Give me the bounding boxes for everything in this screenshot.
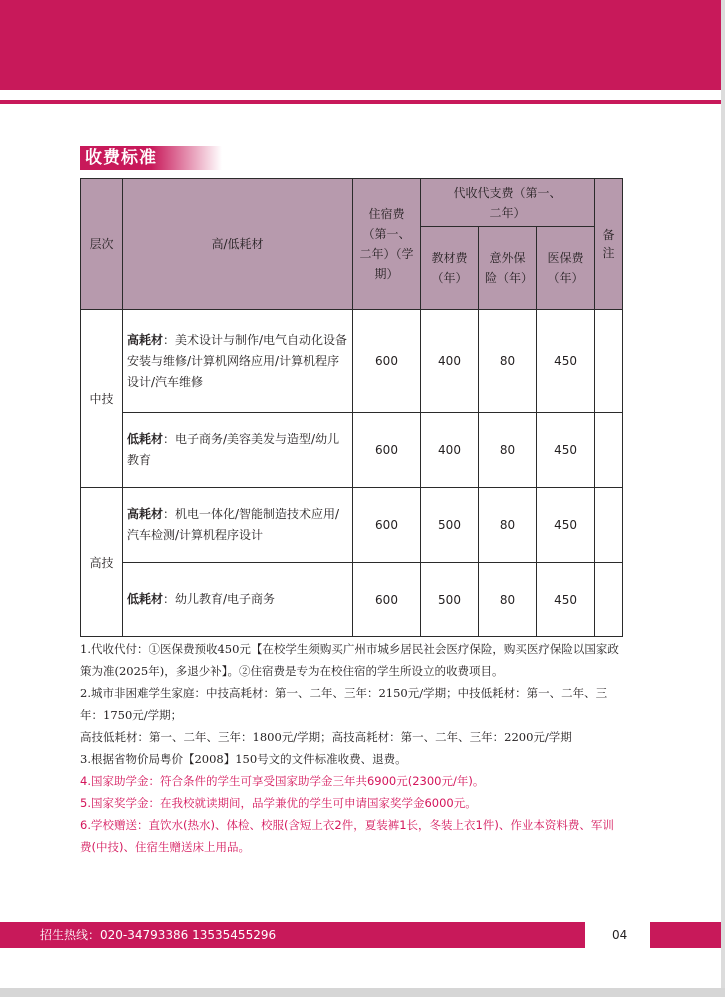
medical-cell: 450 xyxy=(537,413,595,488)
accommodation-cell: 600 xyxy=(353,310,421,413)
table-row xyxy=(81,310,623,413)
bottom-strip xyxy=(0,988,725,997)
note-item: 6.学校赠送：直饮水(热水)、体检、校服(含短上衣2件，夏装裤1长，冬装上衣1件)、作业本资料费、军训费(中技)、住宿生赠送床上用品。 xyxy=(80,818,614,854)
insurance-cell: 80 xyxy=(479,310,537,413)
table-row xyxy=(81,563,623,637)
accommodation-cell: 600 xyxy=(353,563,421,637)
medical-cell: 450 xyxy=(537,488,595,563)
page-number: 04 xyxy=(612,928,628,942)
insurance-cell: 80 xyxy=(479,563,537,637)
table-row xyxy=(81,488,623,563)
consumption-tag: 低耗材 xyxy=(127,432,164,446)
notes xyxy=(80,638,625,858)
header-category: 高/低耗材 xyxy=(123,179,353,310)
level-cell: 中技 xyxy=(81,310,123,488)
header-accommodation: 住宿费（第一、二年）（学期） xyxy=(353,179,421,310)
header-remark: 备注 xyxy=(595,179,623,310)
note-item: 4.国家助学金：符合条件的学生可享受国家助学金三年共6900元(2300元/年)。 xyxy=(80,774,485,788)
remark-cell xyxy=(595,563,623,637)
remark-cell xyxy=(595,413,623,488)
textbook-cell: 500 xyxy=(421,563,479,637)
insurance-cell: 80 xyxy=(479,488,537,563)
major-cell: 高耗材：美术设计与制作/电气自动化设备安装与维修/计算机网络应用/计算机程序设计/汽车维修 xyxy=(123,310,353,413)
hotline: 招生热线：020-34793386 13535455296 xyxy=(40,928,277,942)
medical-cell: 450 xyxy=(537,310,595,413)
insurance-cell: 80 xyxy=(479,413,537,488)
note-item: 5.国家奖学金：在我校就读期间，品学兼优的学生可申请国家奖学金6000元。 xyxy=(80,796,477,810)
header-textbook: 教材费（年） xyxy=(421,227,479,310)
footer-bar xyxy=(0,922,585,948)
section-title: 收费标准 xyxy=(80,146,222,170)
header-insurance: 意外保险（年） xyxy=(479,227,537,310)
consumption-tag: 高耗材 xyxy=(127,332,164,347)
header-collected: 代收代支费（第一、二年） xyxy=(421,179,595,227)
consumption-tag: 高耗材 xyxy=(127,507,164,521)
accommodation-cell: 600 xyxy=(353,488,421,563)
note-item: 3.根据省物价局粤价【2008】150号文的文件标准收费、退费。 xyxy=(80,752,407,766)
textbook-cell: 500 xyxy=(421,488,479,563)
footer-bar-right xyxy=(650,922,721,948)
note-item: 2.城市非困难学生家庭：中技高耗材：第一、二年、三年：2150元/学期；中技低耗材：第一、二年、三年：1750元/学期； xyxy=(80,686,608,722)
remark-cell xyxy=(595,488,623,563)
note-item: 高技低耗材：第一、二年、三年：1800元/学期；高技高耗材：第一、二年、三年：2200元/学期 xyxy=(80,730,572,744)
major-cell: 高耗材：机电一体化/智能制造技术应用/汽车检测/计算机程序设计 xyxy=(123,488,353,563)
major-cell: 低耗材：幼儿教育/电子商务 xyxy=(123,563,353,637)
header-band xyxy=(0,0,725,90)
textbook-cell: 400 xyxy=(421,413,479,488)
remark-cell xyxy=(595,310,623,413)
textbook-cell: 400 xyxy=(421,310,479,413)
level-cell: 高技 xyxy=(81,488,123,637)
header-medical: 医保费（年） xyxy=(537,227,595,310)
header-rule xyxy=(0,100,725,104)
major-cell: 低耗材：电子商务/美容美发与造型/幼儿教育 xyxy=(123,413,353,488)
header-level: 层次 xyxy=(81,179,123,310)
medical-cell: 450 xyxy=(537,563,595,637)
accommodation-cell: 600 xyxy=(353,413,421,488)
note-item: 1.代收代付：①医保费预收450元【在校学生须购买广州市城乡居民社会医疗保险，购买医疗保险以国家政策为准(2025年)，多退少补】。②住宿费是专为在校住宿的学生所设立的收费项目。 xyxy=(80,642,619,678)
fee-table xyxy=(80,178,623,637)
table-row xyxy=(81,413,623,488)
page-edge xyxy=(721,0,725,997)
consumption-tag: 低耗材 xyxy=(127,592,164,606)
